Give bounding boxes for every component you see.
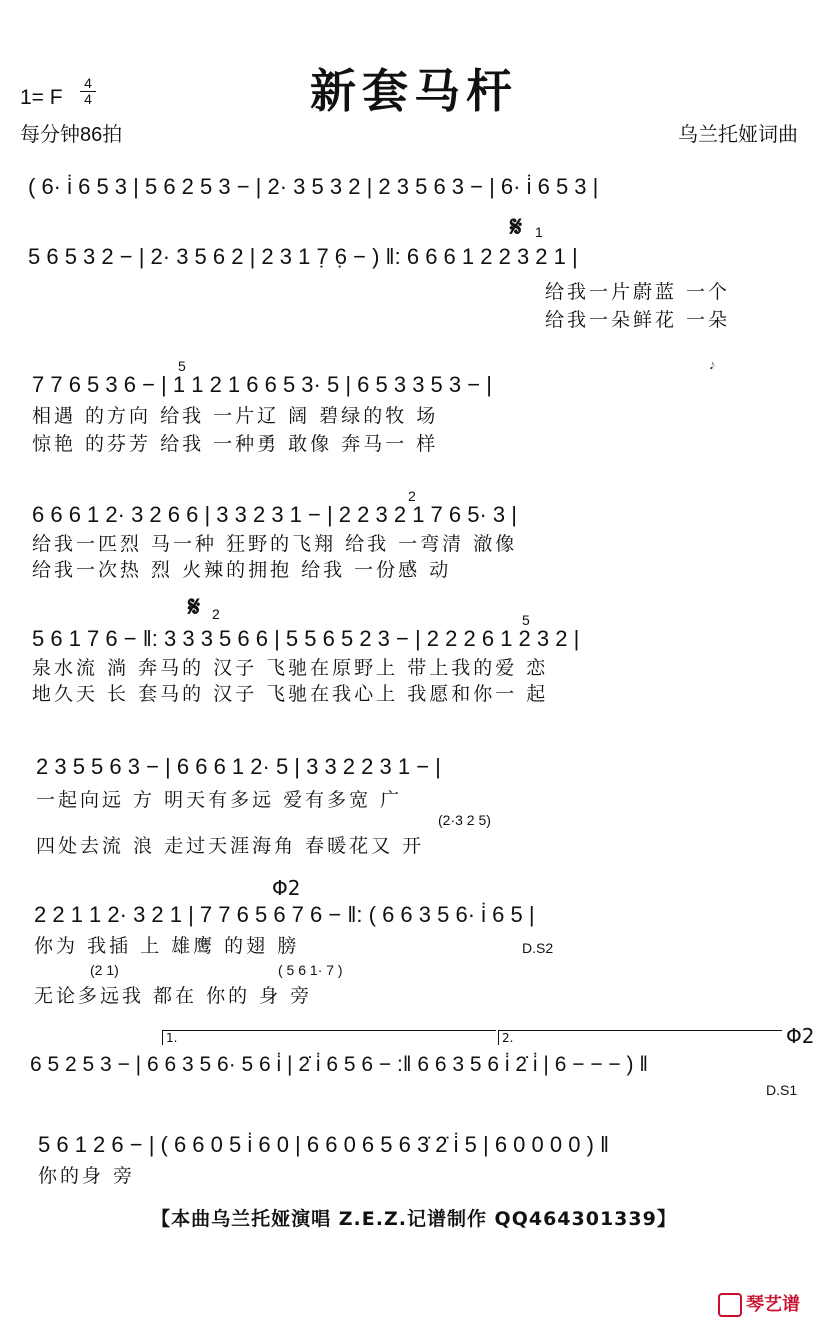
time-bottom: 4 — [80, 91, 96, 107]
segno-sign: 𝄋 — [188, 590, 201, 623]
lyric-verse-2: 给我一次热 烈 火辣的拥抱 给我 一份感 动 — [32, 559, 452, 581]
dal-segno-2: D.S2 — [522, 940, 554, 956]
notes: 2 2 1 1 2· 3 2 1 | 7 7 6 5 6 7 6 − ‖: ( 6 6 3 5 6· i̇ 6 5 | — [34, 902, 535, 927]
grace-note: 5 — [178, 358, 186, 374]
notes: 6 5 2 5 3 − | 6 6 3 5 6· 5 6 i̇ | 2̇ i̇ 6 5 6 − :‖ 6 6 3 5 6 i̇ 2̇ i̇ | 6 − − − ) ‖ — [30, 1053, 649, 1076]
coda-sign: Φ2 — [272, 876, 301, 900]
dal-segno-1: D.S1 — [766, 1082, 798, 1098]
composer-credit: 乌兰托娅词曲 — [678, 122, 798, 146]
notes: 2 3 5 5 6 3 − | 6 6 6 1 2· 5 | 3 3 2 2 3 1 − | — [36, 754, 441, 779]
mordent-sign: 𝆕 — [710, 356, 715, 372]
song-title: 新套马杆 — [310, 64, 518, 118]
coda-sign: Φ2 — [786, 1024, 815, 1048]
tempo-marking: 每分钟86拍 — [20, 124, 123, 146]
grace-note: 5 — [522, 612, 530, 628]
lyric-verse-1: 你的身 旁 — [38, 1165, 136, 1187]
segno-number: 1 — [535, 224, 543, 240]
lyric-verse-1: 一起向远 方 明天有多远 爱有多宽 广 — [36, 789, 403, 811]
alternate-notes: (2·3 2 5) — [438, 812, 491, 828]
logo-icon — [718, 1293, 742, 1317]
lyric-verse-2: 地久天 长 套马的 汉子 飞驰在我心上 我愿和你一 起 — [32, 683, 549, 705]
lyric-verse-2: 四处去流 浪 走过天涯海角 春暖花又 开 — [36, 835, 425, 857]
notes: 5 6 5 3 2 − | 2· 3 5 6 2 | 2 3 1 7̣ 6̣ − ) ‖: 6 6 6 1 2 2 3 2 1 | — [28, 244, 578, 269]
key-signature: 1= F — [20, 86, 63, 109]
notes: 7 7 6 5 3 6 − | 1 1 2 1 6 6 5 3· 5 | 6 5 3 3 5 3 − | — [32, 372, 492, 397]
volta-first-ending: 1. — [162, 1030, 496, 1045]
notes: ( 6· i̇ 6 5 3 | 5 6 2 5 3 − | 2· 3 5 3 2 | 2 3 5 6 3 − | 6· i̇ 6 5 3 | — [28, 174, 599, 199]
lyric-verse-1: 泉水流 淌 奔马的 汉子 飞驰在原野上 带上我的爱 恋 — [32, 657, 549, 679]
lyric-verse-2: 给我一朵鲜花 一朵 — [545, 309, 731, 331]
notes: 5 6 1 2 6 − | ( 6 6 0 5 i̇ 6 0 | 6 6 0 6 5 6 3̇ 2̇ i̇ 5 | 6 0 0 0 0 ) ‖ — [38, 1132, 610, 1157]
lyric-verse-1: 给我一片蔚蓝 一个 — [545, 281, 731, 303]
alternate-notes-2: ( 5 6 1· 7 ) — [278, 962, 343, 978]
lyric-verse-2: 无论多远我 都在 你的 身 旁 — [34, 985, 313, 1007]
credits-footer: 【本曲乌兰托娅演唱 Z.E.Z.记谱制作 QQ464301339】 — [151, 1208, 677, 1230]
logo-text: 琴艺谱 — [746, 1294, 800, 1315]
time-signature — [80, 76, 96, 107]
notes: 6 6 6 1 2· 3 2 6 6 | 3 3 2 3 1 − | 2 2 3 2 1 7 6 5· 3 | — [32, 502, 517, 527]
site-logo — [718, 1290, 800, 1317]
lyric-verse-1: 给我一匹烈 马一种 狂野的飞翔 给我 一弯清 澈像 — [32, 533, 518, 555]
notes: 5 6 1 7 6 − ‖: 3 3 3 5 6 6 | 5 5 6 5 2 3 − | 2 2 2 6 1 2 3 2 | — [32, 626, 580, 651]
lyric-verse-2: 惊艳 的芬芳 给我 一种勇 敢像 奔马一 样 — [32, 433, 439, 455]
volta-second-ending: 2. — [498, 1030, 782, 1045]
lyric-verse-1: 你为 我插 上 雄鹰 的翅 膀 — [34, 935, 300, 957]
lyric-verse-1: 相遇 的方向 给我 一片辽 阔 碧绿的牧 场 — [32, 405, 439, 427]
alternate-notes-1: (2 1) — [90, 962, 119, 978]
segno-number: 2 — [212, 606, 220, 622]
grace-note: 2 — [408, 488, 416, 504]
segno-sign: 𝄋 — [510, 210, 523, 243]
time-top: 4 — [84, 75, 92, 91]
